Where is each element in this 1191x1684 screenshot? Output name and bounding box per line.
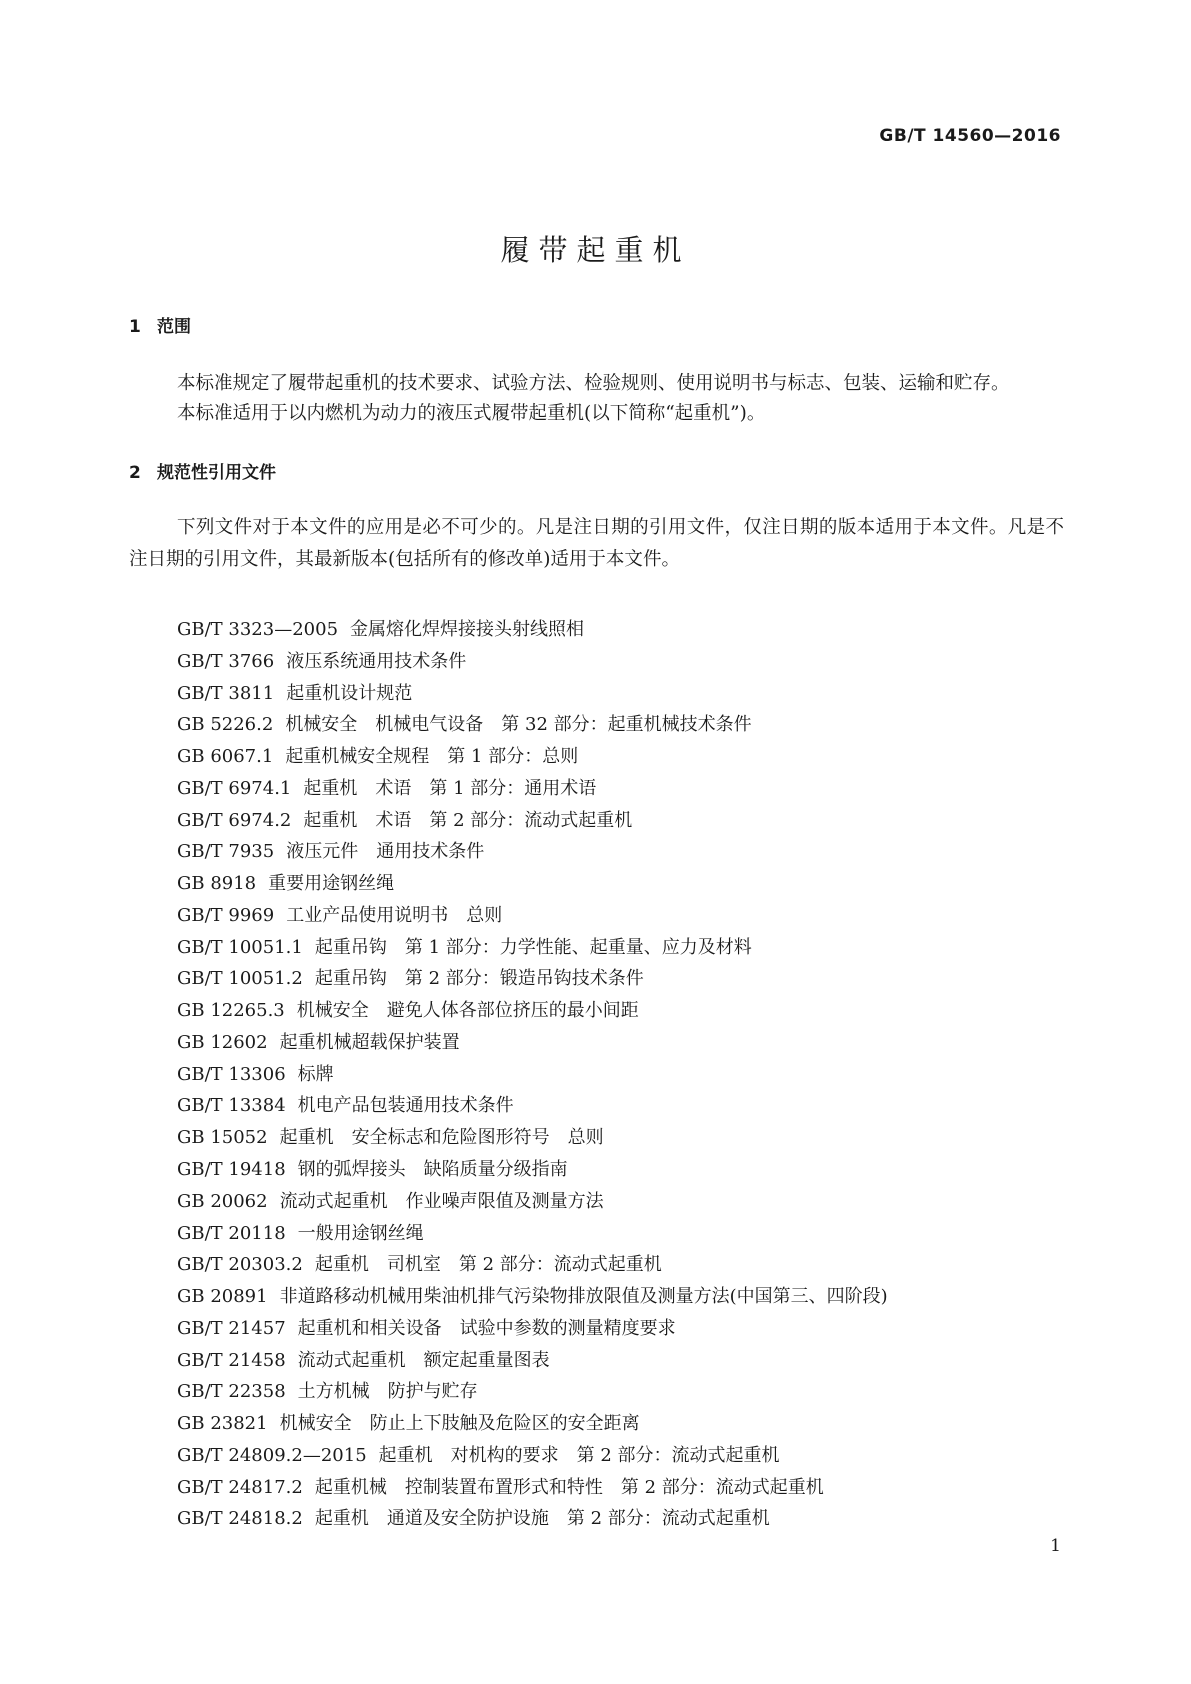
reference-code: GB/T 22358 bbox=[177, 1381, 286, 1403]
reference-title: 起重机 对机构的要求 第 2 部分：流动式起重机 bbox=[378, 1444, 780, 1466]
reference-code: GB/T 20118 bbox=[177, 1222, 286, 1244]
reference-item bbox=[177, 1186, 888, 1218]
reference-item bbox=[177, 963, 888, 995]
reference-code: GB 20891 bbox=[177, 1286, 268, 1308]
reference-title: 起重机 安全标志和危险图形符号 总则 bbox=[279, 1127, 604, 1149]
reference-code: GB 15052 bbox=[177, 1127, 268, 1149]
reference-code: GB/T 3323—2005 bbox=[177, 619, 339, 640]
page-number: 1 bbox=[1050, 1536, 1061, 1556]
reference-code: GB 12265.3 bbox=[177, 1000, 285, 1022]
references-intro-paragraph: 下列文件对于本文件的应用是必不可少的。凡是注日期的引用文件，仅注日期的版本适用于本文件。凡是不注日期的引用文件，其最新版本(包括所有的修改单)适用于本文件。 bbox=[129, 517, 1064, 570]
reference-title: 机械安全 防止上下肢触及危险区的安全距离 bbox=[279, 1413, 640, 1435]
reference-title: 重要用途钢丝绳 bbox=[268, 873, 395, 895]
reference-title: 土方机械 防护与贮存 bbox=[297, 1381, 478, 1403]
reference-item bbox=[177, 1440, 888, 1472]
reference-title: 工业产品使用说明书 总则 bbox=[286, 904, 503, 926]
reference-title: 起重机 司机室 第 2 部分：流动式起重机 bbox=[314, 1254, 662, 1276]
reference-list bbox=[177, 614, 888, 1535]
reference-code: GB/T 6974.1 bbox=[177, 777, 292, 799]
section-heading-normative-references bbox=[129, 458, 276, 483]
reference-item bbox=[177, 1090, 888, 1122]
reference-title: 起重机 通道及安全防护设施 第 2 部分：流动式起重机 bbox=[314, 1508, 770, 1530]
reference-item bbox=[177, 1218, 888, 1250]
reference-title: 起重机械超载保护装置 bbox=[279, 1031, 460, 1053]
reference-title: 起重机 术语 第 2 部分：流动式起重机 bbox=[303, 809, 633, 831]
reference-item bbox=[177, 1376, 888, 1408]
reference-item bbox=[177, 709, 888, 741]
reference-item bbox=[177, 614, 888, 646]
reference-item bbox=[177, 1472, 888, 1504]
reference-title: 机电产品包装通用技术条件 bbox=[297, 1095, 514, 1117]
reference-code: GB 6067.1 bbox=[177, 746, 274, 768]
reference-title: 起重机设计规范 bbox=[286, 682, 413, 704]
reference-item bbox=[177, 995, 888, 1027]
reference-title: 流动式起重机 额定起重量图表 bbox=[297, 1349, 550, 1371]
reference-item bbox=[177, 678, 888, 710]
reference-code: GB/T 7935 bbox=[177, 841, 275, 863]
reference-item bbox=[177, 932, 888, 964]
reference-code: GB/T 24817.2 bbox=[177, 1476, 303, 1498]
reference-code: GB 23821 bbox=[177, 1413, 268, 1435]
section-heading-scope bbox=[129, 312, 191, 337]
reference-title: 起重机和相关设备 试验中参数的测量精度要求 bbox=[297, 1317, 676, 1339]
reference-code: GB/T 13306 bbox=[177, 1063, 286, 1085]
reference-item bbox=[177, 646, 888, 678]
reference-item bbox=[177, 868, 888, 900]
reference-item bbox=[177, 1027, 888, 1059]
reference-item bbox=[177, 836, 888, 868]
reference-title: 标牌 bbox=[297, 1063, 334, 1085]
scope-paragraph-2: 本标准适用于以内燃机为动力的液压式履带起重机(以下简称“起重机”)。 bbox=[177, 403, 766, 424]
reference-title: 流动式起重机 作业噪声限值及测量方法 bbox=[279, 1190, 604, 1212]
reference-item bbox=[177, 805, 888, 837]
reference-item bbox=[177, 1122, 888, 1154]
reference-item bbox=[177, 773, 888, 805]
section-number: 2 bbox=[129, 463, 141, 483]
reference-code: GB 20062 bbox=[177, 1190, 268, 1212]
reference-code: GB/T 6974.2 bbox=[177, 809, 292, 831]
reference-code: GB 8918 bbox=[177, 873, 257, 895]
reference-title: 起重机械 控制装置布置形式和特性 第 2 部分：流动式起重机 bbox=[314, 1476, 824, 1498]
document-title: 履带起重机 bbox=[500, 233, 691, 267]
reference-item bbox=[177, 1408, 888, 1440]
reference-title: 一般用途钢丝绳 bbox=[297, 1222, 424, 1244]
reference-title: 机械安全 机械电气设备 第 32 部分：起重机械技术条件 bbox=[285, 714, 752, 736]
section-number: 1 bbox=[129, 317, 141, 337]
reference-code: GB/T 21458 bbox=[177, 1349, 286, 1371]
reference-title: 液压元件 通用技术条件 bbox=[286, 841, 485, 863]
reference-item bbox=[177, 1249, 888, 1281]
reference-code: GB 5226.2 bbox=[177, 714, 274, 736]
reference-title: 非道路移动机械用柴油机排气污染物排放限值及测量方法(中国第三、四阶段) bbox=[279, 1286, 888, 1308]
reference-code: GB/T 19418 bbox=[177, 1159, 286, 1181]
reference-title: 金属熔化焊焊接接头射线照相 bbox=[350, 619, 585, 640]
reference-item bbox=[177, 900, 888, 932]
reference-item bbox=[177, 1345, 888, 1377]
reference-item bbox=[177, 741, 888, 773]
reference-item bbox=[177, 1281, 888, 1313]
reference-title: 起重机械安全规程 第 1 部分：总则 bbox=[285, 746, 579, 768]
scope-paragraph-1: 本标准规定了履带起重机的技术要求、试验方法、检验规则、使用说明书与标志、包装、运输和贮存。 bbox=[177, 373, 1010, 394]
reference-item bbox=[177, 1154, 888, 1186]
reference-item bbox=[177, 1313, 888, 1345]
reference-code: GB/T 3766 bbox=[177, 650, 275, 672]
reference-code: GB/T 20303.2 bbox=[177, 1254, 303, 1276]
reference-code: GB/T 13384 bbox=[177, 1095, 286, 1117]
section-title: 范围 bbox=[157, 317, 191, 337]
reference-item bbox=[177, 1059, 888, 1091]
reference-code: GB/T 24818.2 bbox=[177, 1508, 303, 1530]
reference-code: GB/T 24809.2—2015 bbox=[177, 1444, 367, 1466]
reference-code: GB 12602 bbox=[177, 1031, 268, 1053]
reference-code: GB/T 3811 bbox=[177, 682, 275, 704]
reference-code: GB/T 10051.1 bbox=[177, 936, 303, 958]
reference-title: 液压系统通用技术条件 bbox=[286, 650, 467, 672]
reference-code: GB/T 10051.2 bbox=[177, 968, 303, 990]
reference-title: 起重吊钩 第 1 部分：力学性能、起重量、应力及材料 bbox=[314, 936, 752, 958]
reference-code: GB/T 9969 bbox=[177, 904, 275, 926]
reference-title: 起重吊钩 第 2 部分：锻造吊钩技术条件 bbox=[314, 968, 644, 990]
reference-code: GB/T 21457 bbox=[177, 1317, 286, 1339]
standard-code: GB/T 14560—2016 bbox=[879, 126, 1061, 146]
reference-item bbox=[177, 1503, 888, 1535]
reference-title: 机械安全 避免人体各部位挤压的最小间距 bbox=[296, 1000, 639, 1022]
reference-title: 起重机 术语 第 1 部分：通用术语 bbox=[303, 777, 597, 799]
reference-title: 钢的弧焊接头 缺陷质量分级指南 bbox=[297, 1159, 568, 1181]
section-title: 规范性引用文件 bbox=[157, 463, 276, 483]
